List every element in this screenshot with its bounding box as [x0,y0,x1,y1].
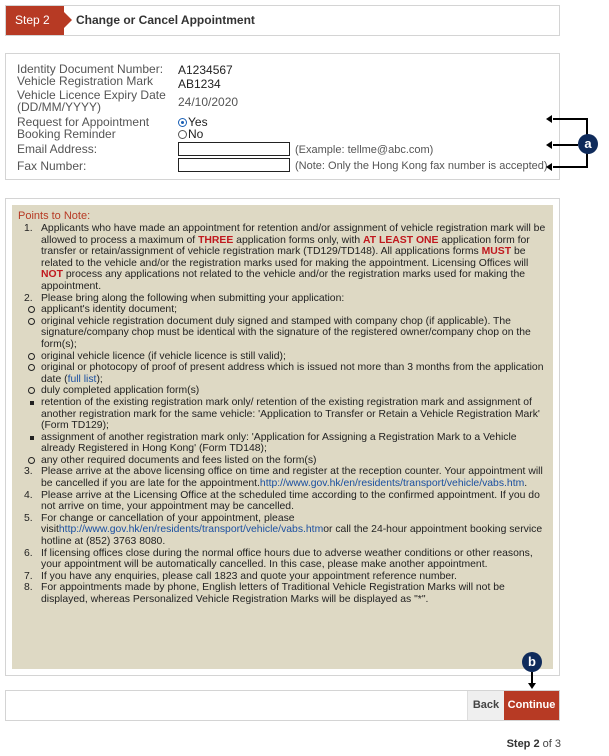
list-item: any other required documents and fees listed on the form(s) [18,455,547,467]
list-item: applicant's identity document; [18,304,547,316]
arrow-down-icon [528,683,536,689]
full-list-link[interactable]: full list [67,373,97,385]
points-list [18,223,547,606]
list-item: original or photocopy of proof of present address which is issued not more than 3 months from the application date (full list); [18,362,547,385]
expiry-format-label: (DD/MM/YYYY) [17,100,101,114]
list-item: original vehicle licence (if vehicle licence is still valid); [18,351,547,363]
fax-field[interactable] [178,158,290,172]
radio-yes-label: Yes [188,115,208,129]
step-header [5,5,560,36]
step-current: Step 2 [506,738,540,750]
identity-label: Identity Document Number: [17,62,164,76]
booking-reminder-label: Booking Reminder [17,127,116,141]
list-item: retention of the existing registration mark only/ retention of the existing registration mark and assignment of another registration mark for the same vehicle: 'Application to Transfer or Retain a Vehicle Registration Mark' (Form TD129); [18,397,547,432]
list-item: 3. Please arrive at the above licensing office on time and register at the reception counter. Your appointment will be cancelled if you are late for the appointment.http://www.gov.hk/en/residents/transport/vehicle/vabs.htm. [24,466,543,490]
email-label: Email Address: [17,142,98,156]
list-item: 2. Please bring along the following when submitting your application: [24,292,345,304]
arrow-left-icon [546,115,552,123]
page-title: Change or Cancel Appointment [76,13,255,27]
list-item: assignment of another registration mark only: 'Application for Assigning a Registration Mark to a Vehicle already Registered in Hong Kong' (Form TD148); [18,432,547,455]
list-item: 8. For appointments made by phone, English letters of Traditional Vehicle Registration Marks will not be displayed, whereas Personalized Vehicle Registration Marks will be displayed as "*". [24,582,505,605]
request-label: Request for Appointment [17,115,150,129]
arrow-left-icon [546,141,552,149]
vabs-link[interactable]: http://www.gov.hk/en/residents/transport/vehicle/vabs.htm [259,478,525,490]
list-item: original vehicle registration document duly signed and stamped with company chop (if applicable). The signature/company chop must be identical with the signature of the registered owner/company chop on the form(s); [18,316,547,351]
list-item: 4. Please arrive at the Licensing Office at the scheduled time according to the confirmed appointment. If you do not arrive on time, your appointment may be cancelled. [24,489,540,513]
step-counter [507,738,561,750]
points-to-note-panel [5,198,560,676]
email-field[interactable] [178,142,290,156]
points-title: Points to Note: [18,210,91,222]
arrow-left-icon [546,163,552,171]
vrm-value: AB1234 [178,77,221,91]
list-item: 5. For change or cancellation of your appointment, please visithttp://www.gov.hk/en/residents/transport/vehicle/vabs.htmor call the 24-hour appointment booking service hotline at (852) 3763 8080. [24,512,543,548]
radio-selected-icon [178,118,187,127]
fax-label: Fax Number: [17,159,87,173]
vabs-link[interactable]: http://www.gov.hk/en/residents/transport/vehicle/vabs.htm [58,524,324,536]
radio-unselected-icon [178,130,187,139]
appointment-details-form [5,53,560,180]
step-badge: Step 2 [6,6,64,35]
back-button[interactable]: Back [467,691,504,720]
step-total: of 3 [542,738,561,750]
radio-no[interactable] [178,128,203,140]
identity-value: A1234567 [178,63,233,77]
fax-note: (Note: Only the Hong Kong fax number is accepted) [295,160,548,172]
email-note: (Example: tellme@abc.com) [295,144,434,156]
action-bar [5,690,560,721]
annotation-badge-b: b [522,652,542,672]
list-item: duly completed application form(s) [18,385,547,397]
expiry-value: 24/10/2020 [178,95,239,109]
list-item: 1. Applicants who have made an appointment for retention and/or assignment of vehicle registration mark will be allowed to process a maximum of THREE application forms only, with AT LEAST ONE application form for transfer or retain/assignment of vehicle registration mark (TD129/TD148). All applications forms MUST be related to the vehicle and/or the registration marks used for making the appointment. Licensing Offices will NOT process any applications not related to the vehicle and/or the registration marks used for making the appointment. [24,223,546,292]
list-item: 7. If you have any enquiries, please call 1823 and quote your appointment reference number. [24,570,457,582]
radio-no-label: No [188,127,204,141]
annotation-badge-a: a [578,134,598,154]
expiry-label: Vehicle Licence Expiry Date [17,88,166,102]
continue-button[interactable]: Continue [504,691,559,720]
vrm-label: Vehicle Registration Mark [17,74,154,88]
list-item: 6. If licensing offices close during the normal office hours due to adverse weather conditions or other reasons, your appointment will be automatically cancelled. In this case, please make another appointment. [24,547,533,571]
